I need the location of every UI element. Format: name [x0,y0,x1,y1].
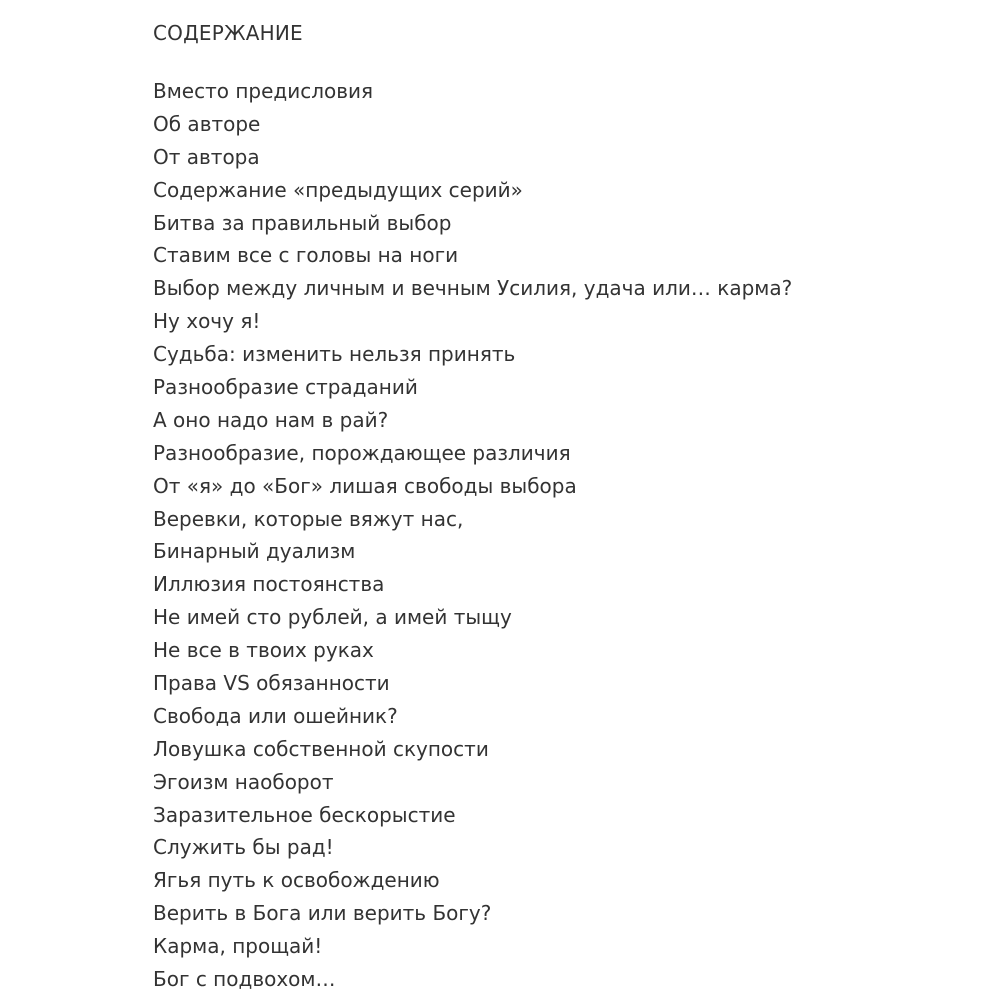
toc-item: Бинарный дуализм [153,539,356,564]
toc-item: Ну хочу я! [153,309,261,334]
toc-item: Содержание «предыдущих серий» [153,177,523,202]
toc-item: Об авторе [153,111,261,136]
toc-item: От «я» до «Бог» лишая свободы выбора [153,473,577,498]
toc-item: Не имей сто рублей, а имей тыщу [153,605,512,630]
toc-item: Эгоизм наоборот [153,769,334,794]
toc-item: Веревки, которые вяжут нас, [153,506,464,531]
toc-item: Ставим все с головы на ноги [153,243,459,268]
toc-item: Разнообразие, порождающее различия [153,440,571,465]
toc-item: Карма, прощай! [153,934,323,959]
toc-item: Заразительное бескорыстие [153,802,456,827]
toc-item: Иллюзия постоянства [153,572,385,597]
toc-item: От автора [153,144,260,169]
toc-heading: СОДЕРЖАНИЕ [153,21,303,45]
toc-list [153,75,973,996]
toc-item: Выбор между личным и вечным Усилия, удача или… карма? [153,276,793,301]
toc-item: Права VS обязанности [153,671,390,696]
toc-item: А оно надо нам в рай? [153,407,389,432]
toc-item: Не все в твоих руках [153,638,374,663]
toc-item: Битва за правильный выбор [153,210,452,235]
toc-item: Служить бы рад! [153,835,334,860]
toc-item: Ловушка собственной скупости [153,736,489,761]
toc-item: Свобода или ошейник? [153,703,398,728]
toc-item: Бог с подвохом… [153,967,336,992]
toc-item: Ягья путь к освобождению [153,868,440,893]
toc-item: Вместо предисловия [153,79,374,103]
table-of-contents [153,18,973,996]
toc-item: Верить в Бога или верить Богу? [153,901,492,926]
toc-item: Судьба: изменить нельзя принять [153,342,516,367]
toc-item: Разнообразие страданий [153,375,418,400]
